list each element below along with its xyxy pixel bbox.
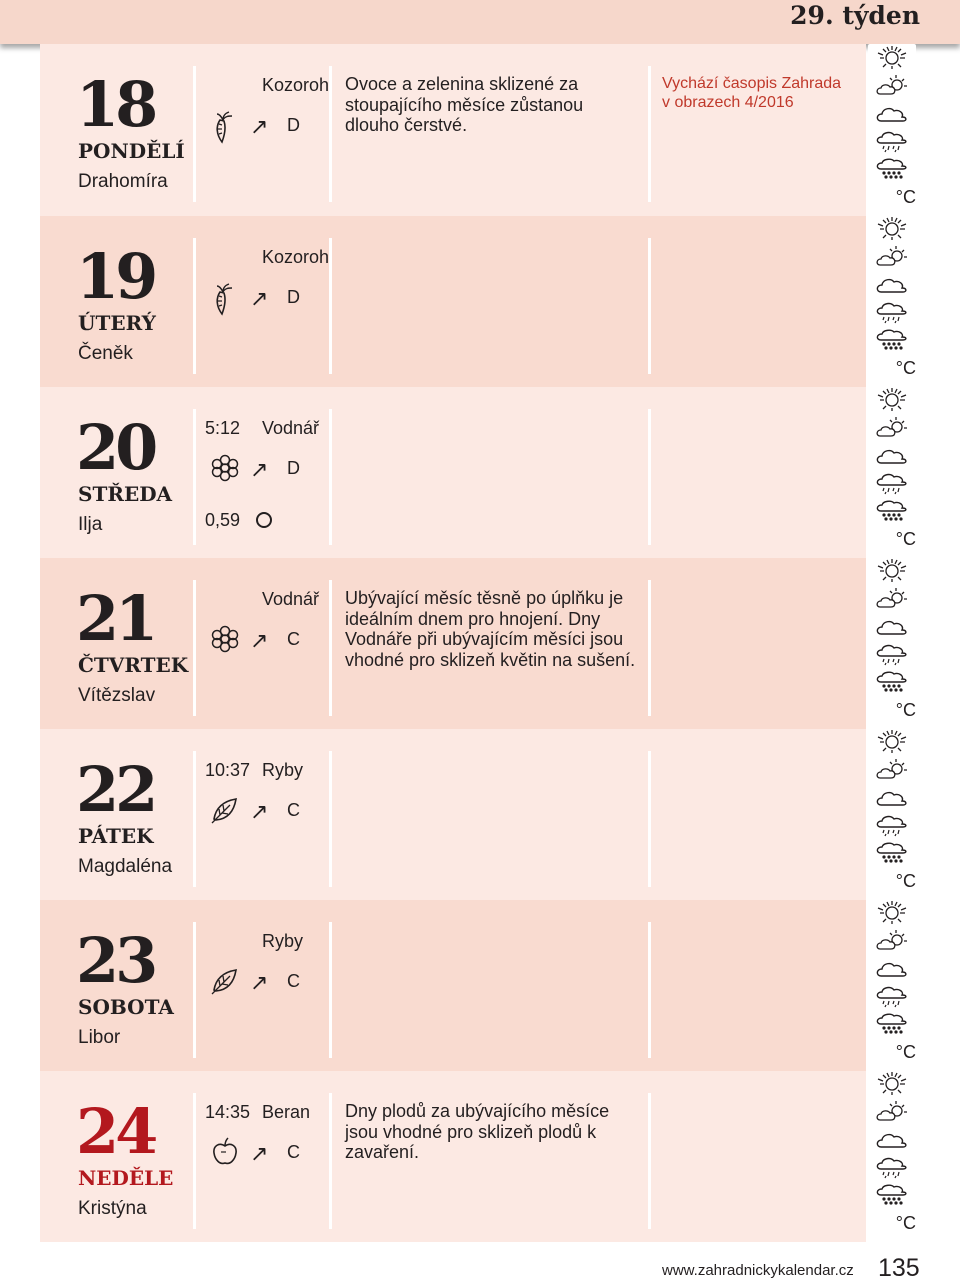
element-letter: C xyxy=(287,1142,300,1162)
cloud-icon[interactable] xyxy=(868,1126,916,1151)
zodiac-sign: Kozoroh xyxy=(262,75,330,95)
ascending-arrow-icon: ↗ xyxy=(250,457,269,482)
rain-icon[interactable] xyxy=(868,470,916,495)
temperature-field[interactable]: °C xyxy=(868,526,916,553)
sun-cloud-icon[interactable] xyxy=(868,585,916,610)
cloud-icon[interactable] xyxy=(868,271,916,296)
column-divider xyxy=(648,751,651,887)
sun-cloud-icon[interactable] xyxy=(868,927,916,952)
day-number: 23 xyxy=(76,924,155,997)
ascending-arrow-icon: ↗ xyxy=(250,628,269,653)
zodiac-sign: Vodnář xyxy=(262,589,320,609)
ascending-arrow-icon: ↗ xyxy=(250,114,269,139)
ascending-arrow-icon: ↗ xyxy=(250,286,269,311)
weather-block xyxy=(868,557,922,724)
temperature-field[interactable]: °C xyxy=(868,868,916,895)
day-name: SOBOTA xyxy=(78,995,174,1019)
day-number: 19 xyxy=(76,240,155,313)
day-name: ÚTERÝ xyxy=(78,311,156,335)
day-note: Ubývající měsíc těsně po úplňku je ideálním dnem pro hnojení. Dny Vodnáře při ubývajícím měsíci jsou vhodné pro sklizeň květin na sušení. xyxy=(345,588,636,670)
column-divider xyxy=(648,409,651,545)
snow-icon[interactable] xyxy=(868,840,916,865)
column-divider xyxy=(329,922,332,1058)
sun-icon[interactable] xyxy=(868,44,916,69)
ascending-arrow-icon: ↗ xyxy=(250,1141,269,1166)
flower-icon xyxy=(210,624,238,658)
column-divider xyxy=(193,66,196,202)
magazine-notice: Vychází časopis Zahrada v obrazech 4/2016 xyxy=(662,75,842,111)
snow-icon[interactable] xyxy=(868,1182,916,1207)
day-number: 20 xyxy=(76,411,155,484)
cloud-icon[interactable] xyxy=(868,442,916,467)
snow-icon[interactable] xyxy=(868,327,916,352)
day-note: Ovoce a zelenina sklizené za stoupajícího měsíce zůstanou dlouho čerstvé. xyxy=(345,74,584,135)
sun-icon[interactable] xyxy=(868,1070,916,1095)
column-divider xyxy=(193,238,196,374)
moon-time: 5:12 xyxy=(205,418,241,438)
fruit-icon xyxy=(210,1137,238,1171)
moon-time: 14:35 xyxy=(205,1102,251,1122)
leaf-icon xyxy=(210,966,238,1000)
column-divider xyxy=(193,922,196,1058)
day-row xyxy=(40,558,866,729)
day-row xyxy=(40,1071,866,1242)
sun-cloud-icon[interactable] xyxy=(868,756,916,781)
weather-block xyxy=(868,386,922,553)
footer-url[interactable]: www.zahradnickykalendar.cz xyxy=(662,1262,854,1279)
zodiac-sign: Ryby xyxy=(262,931,304,951)
zodiac-sign: Ryby xyxy=(262,760,304,780)
sun-cloud-icon[interactable] xyxy=(868,414,916,439)
day-row xyxy=(40,216,866,387)
root-icon xyxy=(210,110,238,144)
column-divider xyxy=(193,1093,196,1229)
nameday: Drahomíra xyxy=(78,171,168,192)
rain-icon[interactable] xyxy=(868,1154,916,1179)
element-letter: C xyxy=(287,629,300,649)
temperature-field[interactable]: °C xyxy=(868,1210,916,1237)
nameday: Ilja xyxy=(78,514,103,535)
day-row xyxy=(40,900,866,1071)
day-name: NEDĚLE xyxy=(78,1166,174,1190)
ascending-arrow-icon: ↗ xyxy=(250,970,269,995)
sun-icon[interactable] xyxy=(868,728,916,753)
weather-block xyxy=(868,44,922,211)
sun-icon[interactable] xyxy=(868,386,916,411)
ascending-arrow-icon: ↗ xyxy=(250,799,269,824)
rain-icon[interactable] xyxy=(868,641,916,666)
root-icon xyxy=(210,282,238,316)
weather-block xyxy=(868,1070,922,1237)
sun-cloud-icon[interactable] xyxy=(868,72,916,97)
column-divider xyxy=(648,580,651,716)
day-name: PONDĚLÍ xyxy=(78,139,185,163)
leaf-icon xyxy=(210,795,238,829)
full-moon-icon xyxy=(256,512,272,528)
rain-icon[interactable] xyxy=(868,128,916,153)
weather-block xyxy=(868,215,922,382)
nameday: Čeněk xyxy=(78,343,133,364)
day-row xyxy=(40,44,866,216)
moon-value: 0,59 xyxy=(205,510,241,530)
day-note: Dny plodů za ubývajícího měsíce jsou vhodné pro sklizeň plodů k zavaření. xyxy=(345,1101,610,1162)
temperature-field[interactable]: °C xyxy=(868,1039,916,1066)
snow-icon[interactable] xyxy=(868,498,916,523)
column-divider xyxy=(329,238,332,374)
day-number: 18 xyxy=(76,68,155,141)
column-divider xyxy=(193,409,196,545)
weather-block xyxy=(868,899,922,1066)
rain-icon[interactable] xyxy=(868,812,916,837)
day-row xyxy=(40,729,866,900)
element-letter: D xyxy=(287,115,300,135)
days-list xyxy=(40,44,866,1242)
snow-icon[interactable] xyxy=(868,669,916,694)
moon-time: 10:37 xyxy=(205,760,251,780)
column-divider xyxy=(329,66,332,202)
day-number: 24 xyxy=(76,1095,155,1168)
weather-block xyxy=(868,728,922,895)
temperature-field[interactable]: °C xyxy=(868,697,916,724)
element-letter: D xyxy=(287,458,300,478)
column-divider xyxy=(648,922,651,1058)
sun-icon[interactable] xyxy=(868,899,916,924)
element-letter: D xyxy=(287,287,300,307)
column-divider xyxy=(329,409,332,545)
nameday: Magdaléna xyxy=(78,856,173,877)
zodiac-sign: Kozoroh xyxy=(262,247,330,267)
header-bar xyxy=(0,0,960,44)
nameday: Vítězslav xyxy=(78,685,156,706)
rain-icon[interactable] xyxy=(868,983,916,1008)
day-name: PÁTEK xyxy=(78,824,154,848)
cloud-icon[interactable] xyxy=(868,613,916,638)
cloud-icon[interactable] xyxy=(868,100,916,125)
cloud-icon[interactable] xyxy=(868,784,916,809)
temperature-field[interactable]: °C xyxy=(868,355,916,382)
column-divider xyxy=(648,66,651,202)
temperature-field[interactable]: °C xyxy=(868,184,916,211)
column-divider xyxy=(329,751,332,887)
snow-icon[interactable] xyxy=(868,156,916,181)
column-divider xyxy=(648,1093,651,1229)
week-title: 29. týden xyxy=(790,1,920,30)
day-name: STŘEDA xyxy=(78,482,173,506)
rain-icon[interactable] xyxy=(868,299,916,324)
column-divider xyxy=(329,580,332,716)
nameday: Kristýna xyxy=(78,1198,147,1219)
element-letter: C xyxy=(287,971,300,991)
column-divider xyxy=(648,238,651,374)
element-letter: C xyxy=(287,800,300,820)
zodiac-sign: Vodnář xyxy=(262,418,320,438)
page-number: 135 xyxy=(878,1254,920,1282)
column-divider xyxy=(193,751,196,887)
day-number: 22 xyxy=(76,753,155,826)
cloud-icon[interactable] xyxy=(868,955,916,980)
nameday: Libor xyxy=(78,1027,121,1048)
column-divider xyxy=(193,580,196,716)
flower-icon xyxy=(210,453,238,487)
zodiac-sign: Beran xyxy=(262,1102,311,1122)
column-divider xyxy=(329,1093,332,1229)
day-number: 21 xyxy=(76,582,155,655)
sun-cloud-icon[interactable] xyxy=(868,1098,916,1123)
snow-icon[interactable] xyxy=(868,1011,916,1036)
sun-icon[interactable] xyxy=(868,557,916,582)
sun-cloud-icon[interactable] xyxy=(868,243,916,268)
sun-icon[interactable] xyxy=(868,215,916,240)
day-row xyxy=(40,387,866,558)
day-name: ČTVRTEK xyxy=(78,653,189,677)
